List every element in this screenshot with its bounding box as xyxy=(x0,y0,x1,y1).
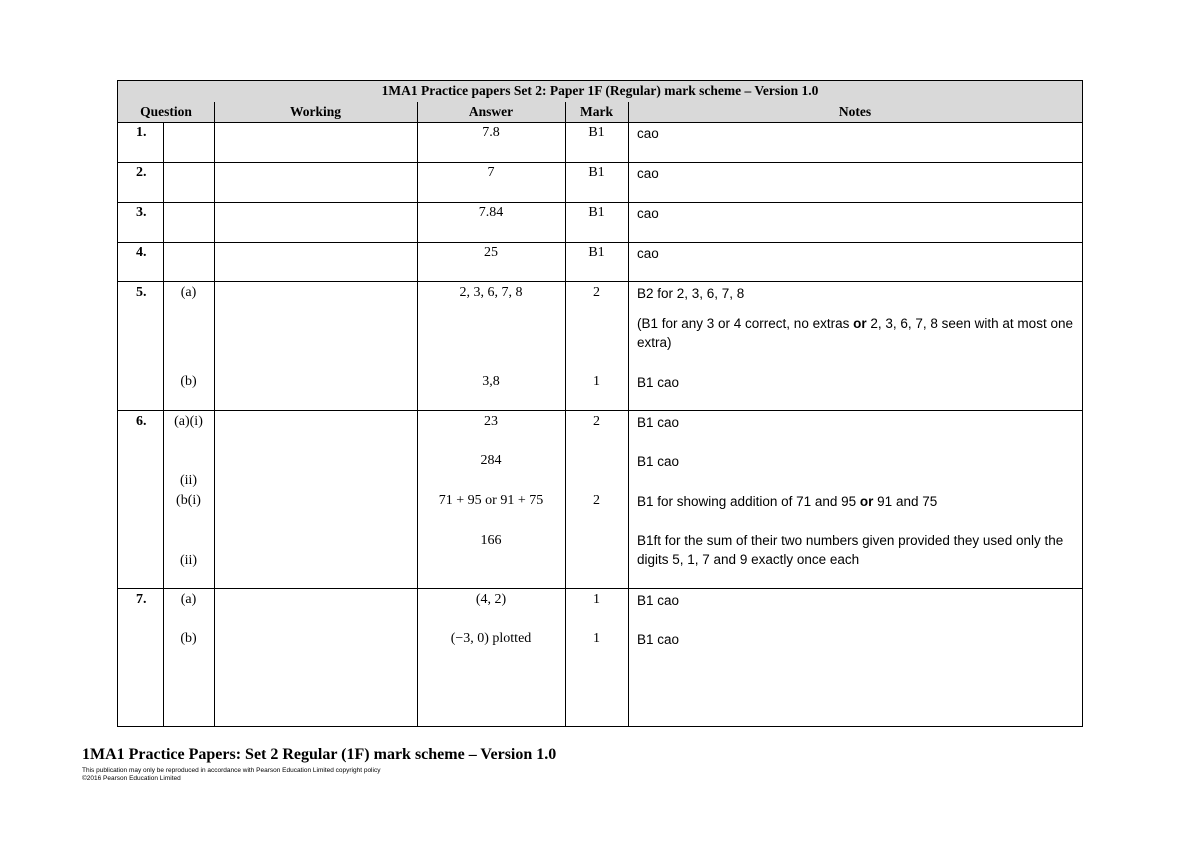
question-number: 5. xyxy=(136,285,147,300)
mark-cell: 1 xyxy=(593,374,600,389)
notes-text: 91 and 75 xyxy=(873,494,938,509)
row-divider xyxy=(118,242,1082,243)
question-part: (ii) xyxy=(179,473,198,488)
answer-cell: 7.8 xyxy=(482,125,500,140)
question-number: 2. xyxy=(136,165,147,180)
answer-cell: 7.84 xyxy=(478,205,504,220)
question-part: (a)(i) xyxy=(174,414,203,429)
row-divider xyxy=(118,588,1082,589)
copyright-notice: This publication may only be reproduced in accordance with Pearson Education Limited copyright policy xyxy=(82,767,381,774)
col-divider xyxy=(628,102,629,726)
notes-cell: cao xyxy=(637,126,659,141)
answer-cell: 3,8 xyxy=(482,374,500,389)
notes-text: B1 for showing addition of 71 and 95 xyxy=(637,494,860,509)
header-row xyxy=(118,102,1082,123)
row-divider xyxy=(118,162,1082,163)
col-divider xyxy=(214,102,215,726)
notes-cell: cao xyxy=(637,246,659,261)
mark-cell: B1 xyxy=(588,245,605,260)
mark-cell: 2 xyxy=(593,414,600,429)
answer-cell: 2, 3, 6, 7, 8 xyxy=(459,285,523,300)
notes-cell: B1ft for the sum of their two numbers given provided they used only the digits 5, 1, 7 and 9 exactly once each xyxy=(637,533,1064,567)
mark-scheme-table xyxy=(117,80,1083,727)
notes-cell: B1 cao xyxy=(637,415,680,430)
notes-cell: B1 cao xyxy=(637,375,680,390)
question-part: (a) xyxy=(180,285,197,300)
mark-cell: B1 xyxy=(588,165,605,180)
mark-cell: 2 xyxy=(593,285,600,300)
notes-cell: B1 cao xyxy=(637,632,680,647)
row-divider xyxy=(118,281,1082,282)
notes-cell xyxy=(637,314,1077,352)
notes-text: 2, 3, 6, 7, 8 seen with at most one extra) xyxy=(637,316,1073,350)
notes-cell: B1 cao xyxy=(637,454,680,469)
question-part: (b(i) xyxy=(176,493,201,508)
answer-cell: 166 xyxy=(480,533,502,548)
notes-emphasis: or xyxy=(853,316,867,331)
notes-cell xyxy=(637,492,937,511)
answer-cell: 71 + 95 or 91 + 75 xyxy=(438,493,544,508)
question-part: (ii) xyxy=(179,553,198,568)
mark-cell: 1 xyxy=(593,592,600,607)
question-number: 3. xyxy=(136,205,147,220)
mark-cell: B1 xyxy=(588,205,605,220)
notes-cell: B1 cao xyxy=(637,593,680,608)
footer-title: 1MA1 Practice Papers: Set 2 Regular (1F) mark scheme – Version 1.0 xyxy=(82,746,557,763)
question-part: (b) xyxy=(180,631,197,646)
row-divider xyxy=(118,410,1082,411)
answer-cell: 7 xyxy=(487,165,495,180)
copyright-year: ©2016 Pearson Education Limited xyxy=(82,775,181,782)
header-answer: Answer xyxy=(468,104,514,119)
notes-text: (B1 for any 3 or 4 correct, no extras xyxy=(637,316,854,331)
answer-cell: (4, 2) xyxy=(475,592,507,607)
question-number: 4. xyxy=(136,245,147,260)
mark-cell: 2 xyxy=(593,493,600,508)
notes-cell: cao xyxy=(637,206,659,221)
answer-cell: (−3, 0) plotted xyxy=(450,631,532,646)
question-number: 7. xyxy=(136,592,147,607)
header-working: Working xyxy=(289,104,341,119)
answer-cell: 284 xyxy=(480,453,502,468)
question-number: 1. xyxy=(136,125,147,140)
question-part: (b) xyxy=(180,374,197,389)
notes-cell: cao xyxy=(637,166,659,181)
notes-emphasis: or xyxy=(859,494,874,509)
mark-cell: 1 xyxy=(593,631,600,646)
header-question: Question xyxy=(140,104,192,119)
answer-cell: 23 xyxy=(484,414,498,429)
notes-cell: B2 for 2, 3, 6, 7, 8 xyxy=(637,286,745,301)
header-mark: Mark xyxy=(580,104,613,119)
table-title: 1MA1 Practice papers Set 2: Paper 1F (Regular) mark scheme – Version 1.0 xyxy=(118,81,1082,103)
question-number: 6. xyxy=(136,414,147,429)
answer-cell: 25 xyxy=(484,245,498,260)
header-notes: Notes xyxy=(838,104,872,119)
mark-cell: B1 xyxy=(588,125,605,140)
row-divider xyxy=(118,202,1082,203)
question-part: (a) xyxy=(180,592,197,607)
